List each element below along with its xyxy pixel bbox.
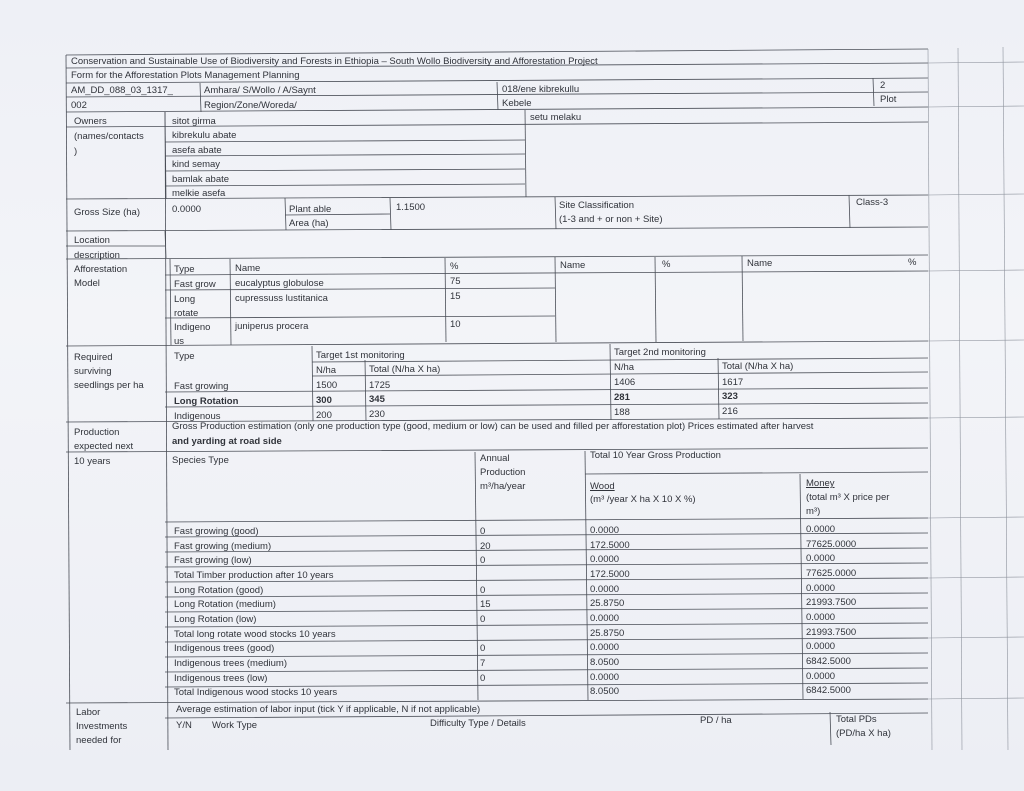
col-nha-2: N/ha (614, 362, 635, 373)
species-name: eucalyptus globulose (235, 278, 324, 289)
col-annual: Annual (480, 453, 510, 464)
production-wood: 25.8750 (590, 628, 625, 639)
seedling-type: Long Rotation (174, 396, 239, 407)
col-annual-2: Production (480, 467, 526, 478)
region-label: Region/Zone/Woreda/ (204, 100, 297, 111)
seedling-type: Fast growing (174, 381, 229, 392)
production-wood: 0.0000 (590, 554, 620, 565)
col-total-pds: Total PDs (836, 714, 877, 725)
production-annual: 20 (480, 541, 491, 552)
production-note-2: and yarding at road side (172, 436, 282, 447)
seedling-n2: 188 (614, 407, 630, 418)
production-annual: 15 (480, 599, 491, 610)
plot-number: 2 (880, 80, 886, 91)
col-percent-2: % (662, 259, 671, 270)
production-wood: 0.0000 (590, 613, 620, 624)
kebele-value: 018/ene kibrekullu (502, 84, 580, 95)
seedling-t1: 1725 (369, 380, 391, 391)
seedlings-label: Required (74, 352, 113, 363)
col-total-10yr: Total 10 Year Gross Production (590, 450, 721, 461)
col-name: Name (235, 263, 261, 274)
production-species: Fast growing (medium) (174, 541, 272, 552)
col-wood: Wood (590, 481, 615, 492)
production-species: Fast growing (low) (174, 555, 252, 566)
project-title: Conservation and Sustainable Use of Biodiversity and Forests in Ethiopia – South Wollo Biodiversity and Afforestation Project (71, 56, 598, 67)
col-difficulty: Difficulty Type / Details (430, 718, 526, 729)
col-yn: Y/N (176, 720, 192, 731)
production-species: Total long rotate wood stocks 10 years (174, 629, 336, 640)
production-label: Production (74, 427, 120, 438)
col-money-formula-2: m³) (806, 506, 821, 517)
labor-label-3: needed for (76, 735, 122, 746)
owners-label-3: ) (74, 146, 78, 157)
production-species: Total Timber production after 10 years (174, 570, 334, 581)
seedling-t2: 1617 (722, 377, 744, 388)
gross-size-label: Gross Size (ha) (74, 207, 140, 218)
seedling-n1: 200 (316, 410, 332, 421)
species-type-2: rotate (174, 308, 199, 319)
owner-name: kibrekulu abate (172, 130, 237, 141)
production-wood: 8.0500 (590, 686, 620, 697)
production-money: 0.0000 (806, 583, 836, 594)
col-percent-3: % (908, 257, 917, 268)
production-note: Gross Production estimation (only one production type (good, medium or low) can be used and filled per afforestation plot) Prices estimated after harvest (172, 421, 814, 432)
species-name: juniperus procera (235, 321, 309, 332)
plot-code-suffix: 002 (71, 100, 87, 111)
col-annual-3: m³/ha/year (480, 481, 526, 492)
owner-name: sitot girma (172, 116, 216, 127)
owner-name: melkie asefa (172, 188, 226, 199)
production-annual: 0 (480, 673, 486, 684)
seedlings-col-type: Type (174, 351, 195, 362)
target-2-header: Target 2nd monitoring (614, 347, 706, 358)
production-species: Indigenous trees (good) (174, 643, 275, 654)
labor-label: Labor (76, 707, 101, 718)
species-type: Long (174, 294, 196, 305)
plantable-value: 1.1500 (396, 202, 426, 213)
production-money: 77625.0000 (806, 568, 857, 579)
production-wood: 172.5000 (590, 569, 630, 580)
col-work-type: Work Type (212, 720, 258, 731)
production-money: 0.0000 (806, 671, 836, 682)
owner-name: kind semay (172, 159, 221, 170)
col-total-pds-formula: (PD/ha X ha) (836, 728, 891, 739)
site-class-value: Class-3 (856, 197, 889, 208)
species-percent: 15 (450, 291, 461, 302)
owners-label-2: (names/contacts (74, 131, 144, 142)
production-species: Indigenous trees (low) (174, 673, 268, 684)
production-money: 0.0000 (806, 524, 836, 535)
seedling-n1: 1500 (316, 380, 338, 391)
production-money: 0.0000 (806, 641, 836, 652)
col-nha: N/ha (316, 365, 337, 376)
location-label: Location (74, 235, 110, 246)
col-name-3: Name (747, 258, 773, 269)
seedling-n2: 1406 (614, 377, 636, 388)
species-type: Indigeno (174, 322, 211, 333)
location-label-2: description (74, 250, 120, 261)
gross-size-value: 0.0000 (172, 204, 202, 215)
seedling-t2: 216 (722, 406, 738, 417)
species-type-2: us (174, 336, 185, 347)
production-species: Total Indigenous wood stocks 10 years (174, 687, 338, 698)
seedling-t1: 230 (369, 409, 385, 420)
seedling-n1: 300 (316, 395, 332, 406)
col-money: Money (806, 478, 835, 489)
col-total-2: Total (N/ha X ha) (722, 361, 794, 372)
form-title: Form for the Afforestation Plots Management Planning (71, 70, 300, 81)
col-name-2: Name (560, 260, 586, 271)
col-total: Total (N/ha X ha) (369, 364, 441, 375)
production-money: 77625.0000 (806, 539, 857, 550)
site-class-hint: (1-3 and + or non + Site) (559, 214, 663, 225)
owner-name: asefa abate (172, 145, 222, 156)
owner-name-other: setu melaku (530, 112, 582, 123)
col-pd-ha: PD / ha (700, 715, 732, 726)
plantable-label-2: Area (ha) (289, 218, 329, 229)
col-wood-formula: (m³ /year X ha X 10 X %) (590, 494, 696, 505)
seedling-n2: 281 (614, 392, 630, 403)
col-percent: % (450, 261, 459, 272)
species-type: Fast grow (174, 279, 216, 290)
production-species: Indigenous trees (medium) (174, 658, 287, 669)
seedlings-label-3: seedlings per ha (74, 380, 144, 391)
seedling-t1: 345 (369, 394, 385, 405)
production-wood: 0.0000 (590, 672, 620, 683)
species-percent: 10 (450, 319, 461, 330)
seedling-t2: 323 (722, 391, 738, 402)
production-wood: 25.8750 (590, 598, 625, 609)
owners-label: Owners (74, 116, 107, 127)
production-annual: 0 (480, 614, 486, 625)
labor-label-2: Investments (76, 721, 128, 732)
seedling-type: Indigenous (174, 411, 221, 422)
afforestation-label: Afforestation (74, 264, 128, 275)
production-label-3: 10 years (74, 456, 111, 467)
site-class-label: Site Classification (559, 200, 634, 211)
seedlings-label-2: surviving (74, 366, 112, 377)
production-money: 0.0000 (806, 553, 836, 564)
production-wood: 0.0000 (590, 525, 620, 536)
production-money: 21993.7500 (806, 597, 857, 608)
region-value: Amhara/ S/Wollo / A/Saynt (204, 85, 316, 96)
plantable-label: Plant able (289, 204, 332, 215)
target-1-header: Target 1st monitoring (316, 350, 405, 361)
production-annual: 0 (480, 526, 486, 537)
production-money: 0.0000 (806, 612, 836, 623)
production-species: Fast growing (good) (174, 526, 259, 537)
production-annual: 0 (480, 643, 486, 654)
col-type: Type (174, 264, 195, 275)
production-species: Long Rotation (good) (174, 585, 264, 596)
kebele-label: Kebele (502, 98, 532, 109)
plot-label: Plot (880, 94, 897, 105)
species-name: cupressuss lustitanica (235, 293, 328, 304)
production-money: 6842.5000 (806, 685, 851, 696)
production-money: 21993.7500 (806, 627, 857, 638)
species-percent: 75 (450, 276, 461, 287)
owner-name: bamlak abate (172, 174, 230, 185)
production-annual: 0 (480, 555, 486, 566)
labor-note: Average estimation of labor input (tick Y if applicable, N if not applicable) (176, 704, 481, 715)
production-species: Long Rotation (low) (174, 614, 257, 625)
production-wood: 0.0000 (590, 642, 620, 653)
col-species-type: Species Type (172, 455, 229, 466)
production-wood: 172.5000 (590, 540, 630, 551)
production-money: 6842.5000 (806, 656, 851, 667)
col-money-formula: (total m³ X price per (806, 492, 890, 503)
production-wood: 0.0000 (590, 584, 620, 595)
production-species: Long Rotation (medium) (174, 599, 276, 610)
production-annual: 0 (480, 585, 486, 596)
plot-code: AM_DD_088_03_1317_ (71, 85, 173, 96)
production-annual: 7 (480, 658, 486, 669)
production-label-2: expected next (74, 441, 134, 452)
production-wood: 8.0500 (590, 657, 620, 668)
afforestation-label-2: Model (74, 278, 100, 289)
